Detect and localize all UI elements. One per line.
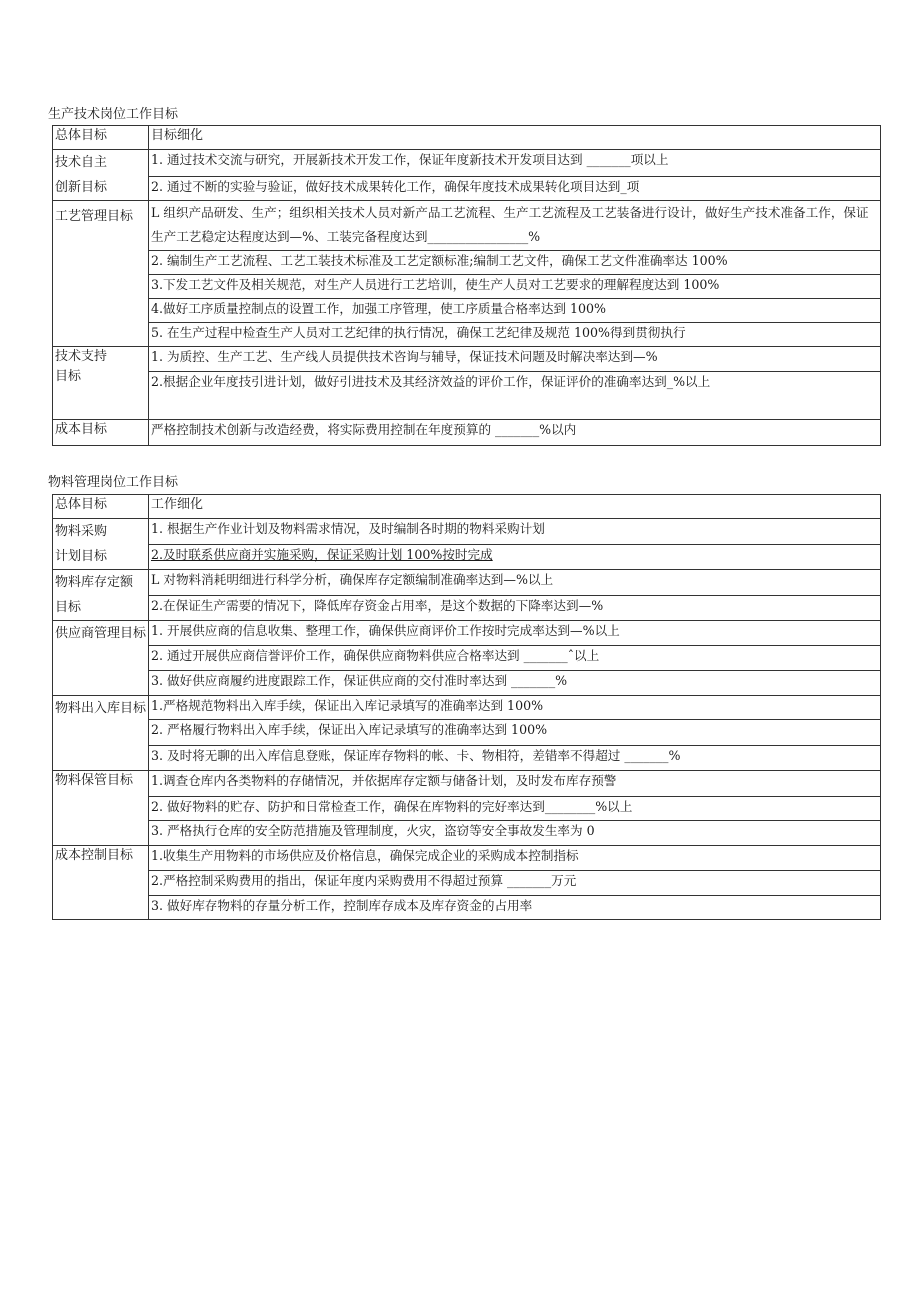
goal-item: 严格控制技术创新与改造经费，将实际费用控制在年度预算的 _______%以内	[149, 420, 881, 446]
goal-item: L 对物料消耗明细进行科学分析，确保库存定额编制准确率达到—%以上	[149, 570, 881, 596]
table-row	[53, 251, 881, 275]
table-header-row	[53, 126, 881, 150]
goal-item: 3. 做好库存物料的存量分析工作，控制库存成本及库存资金的占用率	[149, 896, 881, 920]
table-row	[53, 570, 881, 596]
category-inventory-quota	[53, 570, 149, 621]
category-label: 成本控制目标	[55, 848, 134, 863]
production-tech-goals-table	[52, 125, 881, 446]
category-label: 技术支持 目标	[55, 349, 108, 384]
goal-item: 2.严格控制采购费用的指出，保证年度内采购费用不得超过预算 _______万元	[149, 871, 881, 896]
goal-item: 1. 通过技术交流与研究，开展新技术开发工作，保证年度新技术开发项目达到 _______项以上	[149, 150, 881, 177]
table-row	[53, 299, 881, 323]
category-material-storage	[53, 771, 149, 846]
section-title-material-management: 物料管理岗位工作目标	[48, 475, 179, 490]
goal-item: 2.及时联系供应商并实施采购，保证采购计划 100%按时完成	[149, 544, 881, 570]
goal-item: 3. 严格执行仓库的安全防范措施及管理制度，火灾，盗窃等安全事故发生率为 0	[149, 821, 881, 846]
goal-item: 5. 在生产过程中检查生产人员对工艺纪律的执行情况，确保工艺纪律及规范 100%得到贯彻执行	[149, 323, 881, 347]
table-row	[53, 275, 881, 299]
table-row	[53, 746, 881, 771]
goal-item: 3. 做好供应商履约进度跟踪工作，保证供应商的交付准时率达到 _______%	[149, 671, 881, 696]
table-row	[53, 201, 881, 251]
material-management-goals-table	[52, 494, 881, 920]
category-label: 工艺管理目标	[55, 209, 134, 224]
goal-item: 2. 严格履行物料出入库手续，保证出入库记录填写的准确率达到 100%	[149, 720, 881, 746]
goal-item: 3.下发工艺文件及相关规范，对生产人员进行工艺培训，使生产人员对工艺要求的理解程度达到 100%	[149, 275, 881, 299]
category-cost-control	[53, 846, 149, 920]
goal-item: 1. 根据生产作业计划及物料需求情况，及时编制各时期的物料采购计划	[149, 519, 881, 545]
category-tech-innovation	[53, 150, 149, 201]
header-overall-goal: 总体目标	[53, 126, 149, 150]
goal-item: 2.根据企业年度技引进计划，做好引进技术及其经济效益的评价工作，保证评价的准确率达到_%以上	[149, 372, 881, 420]
category-procurement-plan	[53, 519, 149, 570]
category-label: 技术自主 创新目标	[55, 155, 108, 195]
goal-item: 1.收集生产用物料的市场供应及价格信息，确保完成企业的采购成本控制指标	[149, 846, 881, 871]
goal-item: 2. 通过开展供应商信誉评价工作，确保供应商物料供应合格率达到 _______ˆ以上	[149, 646, 881, 671]
table-row	[53, 896, 881, 920]
category-tech-support	[53, 347, 149, 420]
goal-item: 3. 及时将无聊的出入库信息登账，保证库存物料的帐、卡、物相符，差错率不得超过 _______%	[149, 746, 881, 771]
table-row	[53, 176, 881, 200]
table-row	[53, 347, 881, 372]
table-row	[53, 621, 881, 646]
category-process-management	[53, 201, 149, 347]
goal-item: 1.严格规范物料出入库手续，保证出入库记录填写的准确率达到 100%	[149, 696, 881, 720]
goal-item: 2. 做好物料的贮存、防护和日常检查工作，确保在库物料的完好率达到________%以上	[149, 797, 881, 821]
table-row	[53, 696, 881, 720]
goal-item: 2. 编制生产工艺流程、工艺工装技术标准及工艺定额标准;编制工艺文件，确保工艺文件准确率达 100%	[149, 251, 881, 275]
table-row	[53, 519, 881, 545]
category-material-in-out	[53, 696, 149, 771]
table-row	[53, 871, 881, 896]
table-row	[53, 420, 881, 446]
category-supplier-management	[53, 621, 149, 696]
table-row	[53, 720, 881, 746]
table-row	[53, 323, 881, 347]
table-row	[53, 671, 881, 696]
category-label: 供应商管理目标	[55, 626, 147, 641]
goal-item: 2. 通过不断的实验与验证，做好技术成果转化工作，确保年度技术成果转化项目达到_项	[149, 176, 881, 200]
category-label: 成本目标	[55, 422, 108, 437]
section-title-production-tech: 生产技术岗位工作目标	[48, 107, 179, 122]
table-row	[53, 150, 881, 177]
category-label: 物料保管目标	[55, 773, 134, 788]
goal-item: 2.在保证生产需要的情况下，降低库存资金占用率，是这个数据的下降率达到—%	[149, 595, 881, 621]
category-cost	[53, 420, 149, 446]
category-label: 物料采购 计划目标	[55, 524, 108, 564]
table-header-row	[53, 495, 881, 519]
header-work-detail: 工作细化	[149, 495, 881, 519]
category-label: 物料库存定额 目标	[55, 575, 134, 615]
table-row	[53, 372, 881, 420]
goal-item: 1.调查仓库内各类物料的存储情况，并依据库存定额与储备计划，及时发布库存预警	[149, 771, 881, 797]
table-row	[53, 646, 881, 671]
goal-item: 1. 开展供应商的信息收集、整理工作，确保供应商评价工作按时完成率达到—%以上	[149, 621, 881, 646]
table-row	[53, 821, 881, 846]
table-row	[53, 771, 881, 797]
goal-item: L 组织产品研发、生产；组织相关技术人员对新产品工艺流程、生产工艺流程及工艺装备进行设计，做好生产技术准备工作，保证生产工艺稳定达程度达到—%、工装完备程度达到________________%	[149, 201, 881, 251]
table-row	[53, 797, 881, 821]
table-row	[53, 846, 881, 871]
goal-item: 4.做好工序质量控制点的设置工作，加强工序管理，使工序质量合格率达到 100%	[149, 299, 881, 323]
header-overall-goal: 总体目标	[53, 495, 149, 519]
table-row	[53, 544, 881, 570]
header-goal-detail: 目标细化	[149, 126, 881, 150]
table-row	[53, 595, 881, 621]
goal-item: 1. 为质控、生产工艺、生产线人员提供技术咨询与辅导，保证技术问题及时解决率达到—%	[149, 347, 881, 372]
category-label: 物料出入库目标	[55, 701, 147, 716]
